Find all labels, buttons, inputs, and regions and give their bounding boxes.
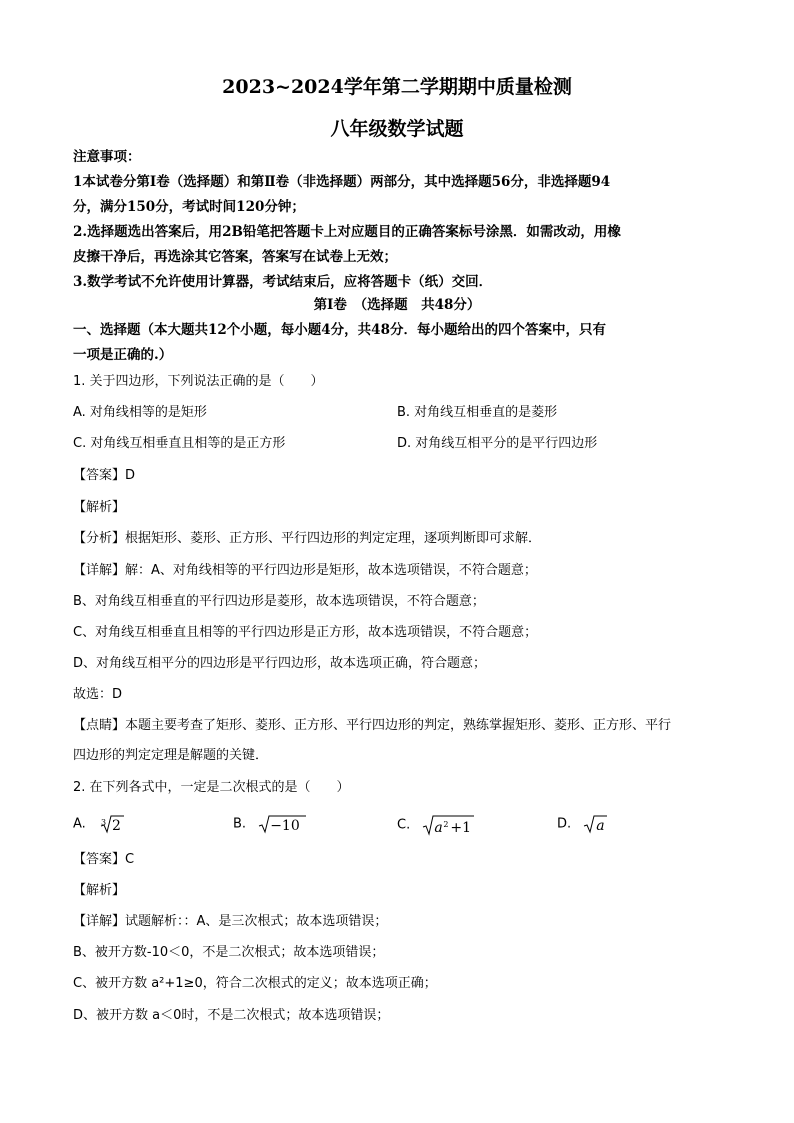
q2-stem: 2. 在下列各式中，一定是二次根式的是（ ） <box>73 780 350 795</box>
note-3: 3.数学考试不允许使用计算器，考试结束后，应将答题卡（纸）交回． <box>73 274 493 290</box>
q2-option-a <box>73 814 124 835</box>
q1-detail-2: B、对角线互相垂直的平行四边形是菱形，故本选项错误，不符合题意； <box>73 594 485 609</box>
note-1-line-2: 分，满分150分，考试时间120分钟； <box>73 199 305 215</box>
notes-heading: 注意事项： <box>73 149 141 165</box>
q1-detail-3: C、对角线互相垂直且相等的平行四边形是正方形，故本选项错误，不符合题意； <box>73 625 538 640</box>
q1-detail-1: 【详解】解：A、对角线相等的平行四边形是矩形，故本选项错误，不符合题意； <box>73 563 537 578</box>
section-title: 第Ⅰ卷 （选择题 共48分） <box>313 297 481 313</box>
q2-option-c-label: C. <box>397 817 411 833</box>
q2-option-b <box>233 814 306 835</box>
q1-comment-line-1: 【点睛】本题主要考查了矩形、菱形、正方形、平行四边形的判定，熟练掌握矩形、菱形、正方形、平行 <box>73 718 672 733</box>
sqrt-expression <box>258 814 306 834</box>
q1-option-a: A. 对角线相等的是矩形 <box>73 405 207 420</box>
radicand-base: a <box>434 820 443 836</box>
radicand-tail: +1 <box>450 820 471 836</box>
note-1-line-1: 1本试卷分第Ⅰ卷（选择题）和第Ⅱ卷（非选择题）两部分，其中选择题56分，非选择题94 <box>73 174 611 190</box>
radicand: −10 <box>270 818 300 834</box>
q2-detail-4: D、被开方数 a＜0时，不是二次根式；故本选项错误； <box>73 1008 390 1023</box>
q2-option-d-label: D. <box>557 816 572 832</box>
exam-subtitle: 八年级数学试题 <box>330 118 464 140</box>
exam-title: 2023~2024学年第二学期期中质量检测 <box>222 76 572 98</box>
q1-fenxi: 【分析】根据矩形、菱形、正方形、平行四边形的判定定理，逐项判断即可求解． <box>73 531 542 546</box>
q1-comment-line-2: 四边形的判定定理是解题的关键． <box>73 748 269 763</box>
sqrt-expression <box>422 814 474 836</box>
sqrt-expression <box>583 814 607 834</box>
q2-detail-2: B、被开方数-10＜0，不是二次根式；故本选项错误； <box>73 945 385 960</box>
radicand: 2 <box>111 818 121 834</box>
cube-root-expression <box>98 814 124 834</box>
section-instruction-line-1: 一、选择题（本大题共12个小题，每小题4分，共48分．每小题给出的四个答案中，只有 <box>73 322 606 338</box>
q2-option-d <box>557 814 607 835</box>
q2-option-a-label: A. <box>73 816 86 832</box>
q2-detail-1: 【详解】试题解析：：A、是三次根式；故本选项错误； <box>73 914 388 929</box>
q1-option-d: D. 对角线互相平分的是平行四边形 <box>397 436 598 451</box>
q1-answer: 【答案】D <box>73 468 136 483</box>
q1-option-c: C. 对角线互相垂直且相等的是正方形 <box>73 436 286 451</box>
q2-answer: 【答案】C <box>73 852 135 867</box>
note-2-line-2: 皮擦干净后，再选涂其它答案，答案写在试卷上无效； <box>73 249 397 265</box>
q1-option-b: B. 对角线互相垂直的是菱形 <box>397 405 558 420</box>
q1-choose: 故选：D <box>73 687 123 702</box>
note-2-line-1: 2.选择题选出答案后，用2B铅笔把答题卡上对应题目的正确答案标号涂黑．如需改动，用橡 <box>73 224 621 240</box>
radical-index: 3 <box>100 818 107 827</box>
q2-option-c <box>397 814 474 836</box>
radicand: a <box>596 818 605 834</box>
q2-analysis-label: 【解析】 <box>73 883 126 898</box>
q2-option-b-label: B. <box>233 816 247 832</box>
q2-detail-3: C、被开方数 a²+1≥0，符合二次根式的定义；故本选项正确； <box>73 976 437 991</box>
q1-detail-4: D、对角线互相平分的四边形是平行四边形，故本选项正确，符合题意； <box>73 656 487 671</box>
radicand-exponent: 2 <box>443 820 449 829</box>
q1-stem: 1. 关于四边形，下列说法正确的是（ ） <box>73 374 324 389</box>
section-instruction-line-2: 一项是正确的.） <box>73 347 173 363</box>
q1-analysis-label: 【解析】 <box>73 500 126 515</box>
